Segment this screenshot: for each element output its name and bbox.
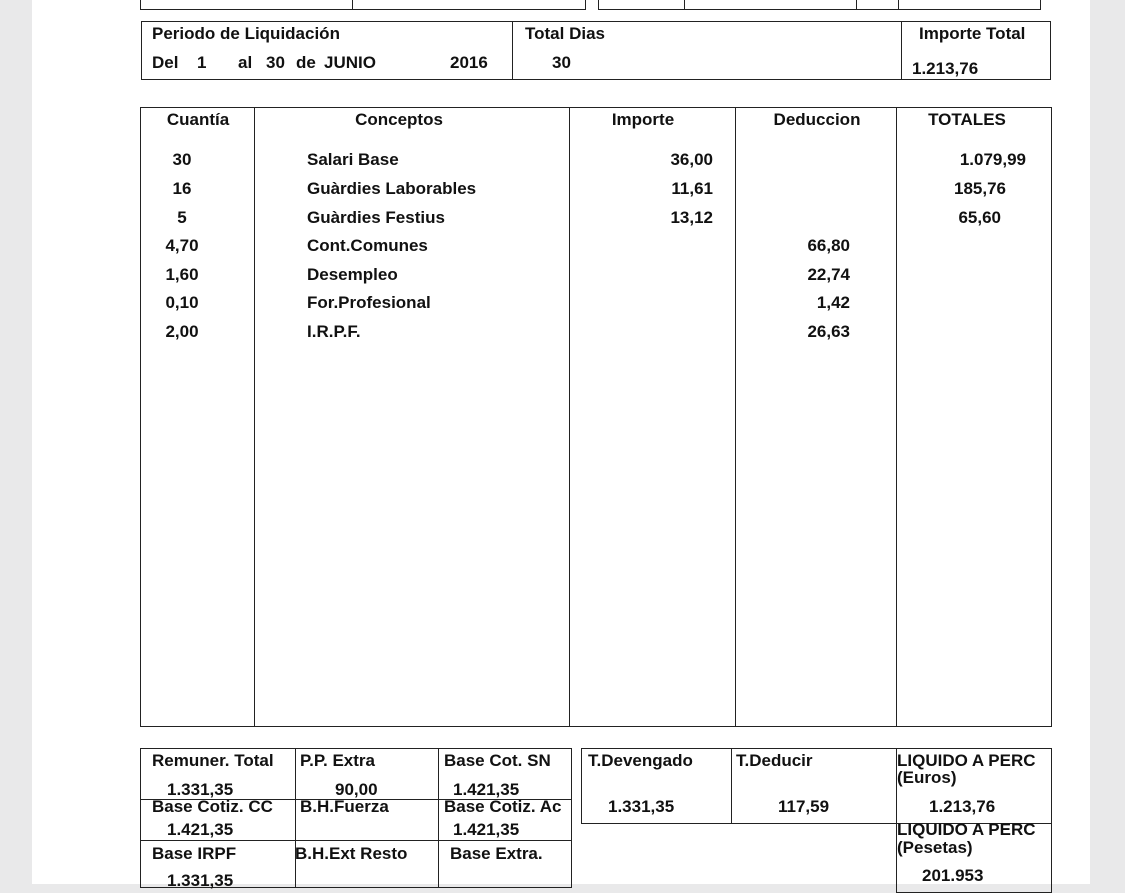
row-concepto: Salari Base [307,150,399,169]
top-cutoff-box-left [140,0,586,10]
row-cuantia: 16 [172,179,192,198]
row-cuantia: 2,00 [165,322,199,341]
period-al: al [238,53,253,72]
row-cuantia: 5 [177,208,187,227]
importe-total-value: 1.213,76 [912,59,979,78]
row-concepto: Desempleo [307,265,398,284]
pp-extra-label: P.P. Extra [300,751,375,770]
liquido-pesetas-value: 201.953 [922,866,984,885]
header-cuantia: Cuantía [166,110,230,129]
bases-divider [295,748,296,888]
row-total: 65,60 [958,208,1001,227]
header-conceptos: Conceptos [355,110,443,129]
bh-ext-resto-label: B.H.Ext Resto [295,844,408,863]
row-concepto: I.R.P.F. [307,322,361,341]
period-divider [512,21,513,80]
liquido-euros-value: 1.213,76 [929,797,996,816]
base-irpf-label: Base IRPF [152,844,237,863]
liquido-euros-sub: (Euros) [897,768,957,787]
liquido-euros-label: LIQUIDO A PERC [897,751,1036,770]
liquido-pesetas-label: LIQUIDO A PERC [897,820,1036,839]
column-divider [735,107,736,727]
t-deducir-label: T.Deducir [736,751,813,770]
base-cotiz-cc-value: 1.421,35 [167,820,234,839]
remuner-total-label: Remuner. Total [152,751,274,770]
base-cot-sn-label: Base Cot. SN [444,751,551,770]
column-divider [254,107,255,727]
t-devengado-value: 1.331,35 [608,797,675,816]
period-del: Del [152,53,179,72]
base-cot-sn-value: 1.421,35 [453,780,520,799]
top-cutoff-divider [856,0,857,10]
base-cotiz-cc-label: Base Cotiz. CC [152,797,273,816]
period-divider [901,21,902,80]
period-label: Periodo de Liquidación [152,24,340,43]
bases-divider [438,748,439,888]
top-cutoff-box-right [598,0,1041,10]
row-concepto: Guàrdies Laborables [307,179,477,198]
pp-extra-value: 90,00 [335,780,378,799]
row-importe: 11,61 [671,179,713,198]
base-cotiz-ac-label: Base Cotiz. Ac [444,798,562,816]
row-concepto: Cont.Comunes [307,236,428,255]
row-concepto: For.Profesional [307,293,431,312]
t-deducir-value: 117,59 [778,797,830,816]
row-deduccion: 26,63 [807,322,850,341]
top-cutoff-divider [684,0,685,10]
row-importe: 36,00 [670,150,713,169]
t-devengado-label: T.Devengado [588,751,693,770]
row-importe: 13,12 [670,208,713,227]
period-to-day: 30 [266,53,285,72]
period-de: de [296,53,316,72]
header-importe: Importe [611,110,675,129]
row-cuantia: 1,60 [165,265,199,284]
top-cutoff-divider [352,0,353,10]
row-total: 185,76 [954,179,1006,198]
base-extra-label: Base Extra. [450,844,543,863]
base-irpf-value: 1.331,35 [167,871,234,890]
remuner-total-value: 1.331,35 [167,780,234,799]
row-cuantia: 0,10 [165,293,199,312]
concepts-table [140,107,1052,727]
liquido-pesetas-sub: (Pesetas) [897,838,973,857]
column-divider [896,107,897,727]
row-deduccion: 1,42 [816,293,850,312]
row-deduccion: 22,74 [807,265,850,284]
row-deduccion: 66,80 [807,236,850,255]
totals-divider [731,748,732,824]
column-divider [569,107,570,727]
header-deduccion: Deduccion [773,110,861,129]
total-dias-label: Total Dias [525,24,605,43]
period-from-day: 1 [197,53,207,72]
header-totales: TOTALES [928,110,1006,129]
importe-total-label: Importe Total [919,24,1026,43]
row-cuantia: 4,70 [165,236,199,255]
base-cotiz-ac-value: 1.421,35 [453,820,520,839]
top-cutoff-divider [898,0,899,10]
row-concepto: Guàrdies Festius [307,208,445,227]
total-dias-value: 30 [552,53,571,72]
bh-fuerza-label: B.H.Fuerza [300,797,389,816]
row-cuantia: 30 [172,150,192,169]
payslip-page [32,0,1090,890]
row-total: 1.079,99 [959,150,1026,169]
bases-row-divider [140,840,572,841]
period-month: JUNIO [324,53,376,72]
period-year: 2016 [450,53,488,72]
